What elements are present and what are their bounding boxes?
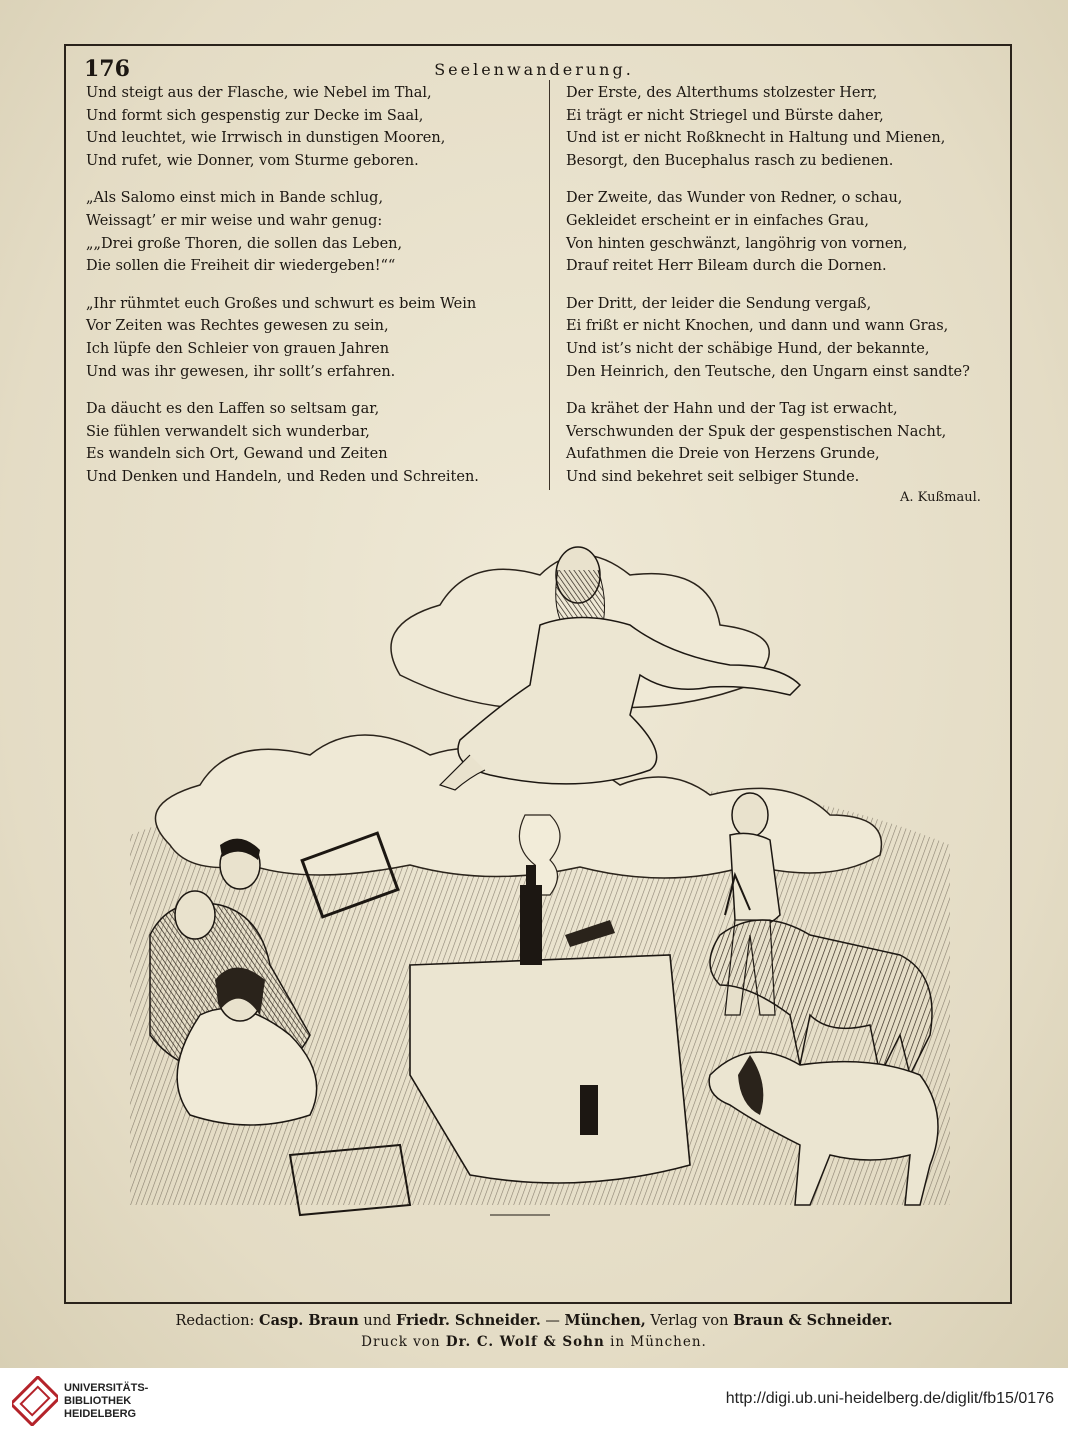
poem-line: „Als Salomo einst mich in Bande schlug, <box>86 190 384 207</box>
stanza <box>86 398 526 488</box>
library-name: UNIVERSITÄTS- BIBLIOTHEK HEIDELBERG <box>64 1382 149 1420</box>
poem-line: Und leuchtet, wie Irrwisch in dunstigen Mooren, <box>86 130 446 147</box>
poem-right-column <box>566 82 1006 504</box>
poem-line: Der Erste, des Alterthums stolzester Herr, <box>566 85 878 101</box>
poem-line: Und was ihr gewesen, ihr sollt’s erfahren. <box>86 363 396 380</box>
poem-line: Drauf reitet Herr Bileam durch die Dornen. <box>566 258 887 275</box>
stanza <box>86 293 526 383</box>
poem-line: „„Drei große Thoren, die sollen das Leben, <box>86 235 403 252</box>
poem-line: Ei frißt er nicht Knochen, und dann und wann Gras, <box>566 318 949 335</box>
poem-line: Es wandeln sich Ort, Gewand und Zeiten <box>86 446 388 463</box>
author-signature: A. Kußmaul. <box>900 490 981 505</box>
library-logo-icon <box>12 1376 58 1426</box>
floor-bottle <box>580 1085 598 1135</box>
poem-line: Verschwunden der Spuk der gespenstischen Nacht, <box>566 423 947 440</box>
poem-line: Und formt sich gespenstig zur Decke im Saal, <box>86 107 424 124</box>
running-title: Seelenwanderung. <box>434 60 634 79</box>
stanza <box>566 293 1006 383</box>
library-footer-bar <box>0 1368 1068 1436</box>
poem-line: Der Dritt, der leider die Sendung vergaß, <box>566 295 872 312</box>
imprint-line-2: Druck von Dr. C. Wolf & Sohn in München. <box>361 1334 707 1350</box>
permalink-url[interactable]: http://digi.ub.uni-heidelberg.de/diglit/fb15/0176 <box>725 1390 1054 1407</box>
poem-line: Ei trägt er nicht Striegel und Bürste daher, <box>566 107 884 124</box>
poem-line: Weissagt’ er mir weise und wahr genug: <box>86 212 383 229</box>
page-number: 176 <box>84 56 130 82</box>
poem-line: Gekleidet erscheint er in einfaches Grau, <box>566 212 869 229</box>
poem-line: „Ihr rühmtet euch Großes und schwurt es beim Wein <box>86 295 477 312</box>
poem-line: Besorgt, den Bucephalus rasch zu bedienen. <box>566 152 894 169</box>
stanza <box>86 187 526 277</box>
stanza <box>566 398 1006 488</box>
imprint-line-1: Redaction: Casp. Braun und Friedr. Schneider. — München, Verlag von Braun & Schneider. <box>175 1312 893 1329</box>
poem-line: Und sind bekehret seit selbiger Stunde. <box>566 468 860 485</box>
poem-line: Aufathmen die Dreie von Herzens Grunde, <box>566 446 880 463</box>
poem-line: Da krähet der Hahn und der Tag ist erwacht, <box>566 401 898 418</box>
poem-line: Von hinten geschwänzt, langöhrig von vornen, <box>566 235 908 252</box>
stanza <box>566 82 1006 172</box>
poem-line: Der Zweite, das Wunder von Redner, o schau, <box>566 190 903 207</box>
poem-line: Und Denken und Handeln, und Reden und Schreiten. <box>86 468 479 485</box>
poem-line: Und ist’s nicht der schäbige Hund, der bekannte, <box>566 340 930 357</box>
poem-line: Ich lüpfe den Schleier von grauen Jahren <box>86 340 390 357</box>
poem-line: Vor Zeiten was Rechtes gewesen zu sein, <box>86 318 389 335</box>
stanza <box>86 82 526 172</box>
engraving-illustration <box>110 515 970 1275</box>
poem-line: Da däucht es den Laffen so seltsam gar, <box>86 401 380 418</box>
poem-line: Sie fühlen verwandelt sich wunderbar, <box>86 423 370 440</box>
poem-line: Und steigt aus der Flasche, wie Nebel im Thal, <box>86 85 432 101</box>
poem-line: Den Heinrich, den Teutsche, den Ungarn einst sandte? <box>566 363 970 380</box>
poem-line: Die sollen die Freiheit dir wiedergeben!““ <box>86 258 396 275</box>
poem-left-column <box>86 82 526 504</box>
column-divider <box>549 80 550 490</box>
bottle <box>520 885 542 965</box>
poem-line: Und rufet, wie Donner, vom Sturme geboren. <box>86 152 419 169</box>
poem-line: Und ist er nicht Roßknecht in Haltung und Mienen, <box>566 130 946 147</box>
stanza <box>566 187 1006 277</box>
